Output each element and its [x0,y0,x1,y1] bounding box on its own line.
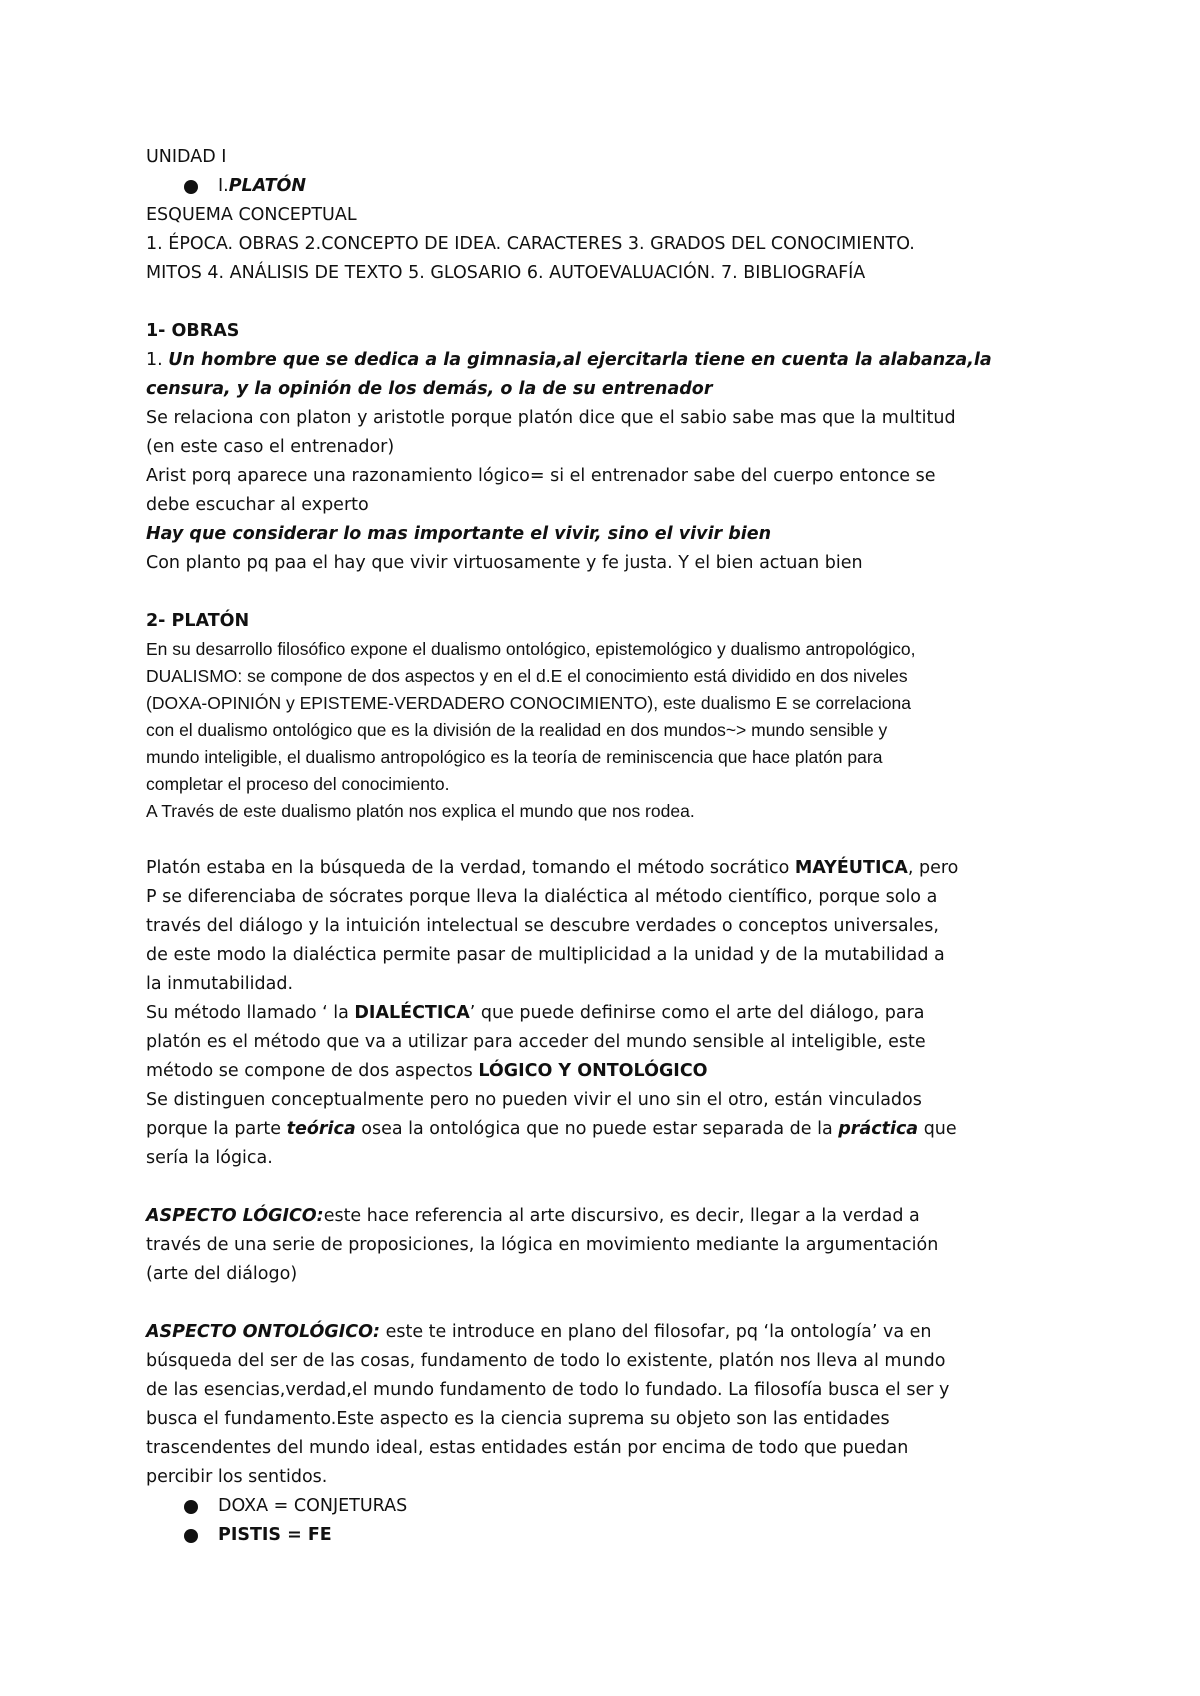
paragraph-line: completar el proceso del conocimiento. [146,774,450,794]
text-run: Platón estaba en la búsqueda de la verdad, tomando el método socrático [146,858,795,878]
aspect-label: ASPECTO ONTOLÓGICO: [146,1322,381,1342]
list-item [184,1521,1086,1550]
paragraph-line: Arist porq aparece una razonamiento lógico= si el entrenador sabe del cuerpo entonce se [146,466,936,486]
paragraph-line [146,1057,1086,1086]
paragraph-line: de este modo la dialéctica permite pasar de multiplicidad a la unidad y de la mutabilidad a [146,945,945,965]
paragraph-line: DUALISMO: se compone de dos aspectos y en el d.E el conocimiento está dividido en dos niveles [146,666,908,686]
paragraph-line [146,1318,1086,1347]
schema-line: 1. ÉPOCA. OBRAS 2.CONCEPTO DE IDEA. CARACTERES 3. GRADOS DEL CONOCIMIENTO. [146,234,915,254]
paragraph-line: En su desarrollo filosófico expone el dualismo ontológico, epistemológico y dualismo antropológico, [146,639,916,659]
paragraph-line: P se diferenciaba de sócrates porque lleva la dialéctica al método científico, porque solo a [146,887,938,907]
paragraph-line: mundo inteligible, el dualismo antropológico es la teoría de reminiscencia que hace platón para [146,747,883,767]
bold-term: LÓGICO Y ONTOLÓGICO [478,1061,708,1081]
paragraph-line [146,1202,1086,1231]
paragraph-line: Se distinguen conceptualmente pero no pueden vivir el uno sin el otro, están vinculados [146,1090,922,1110]
text-run: método se compone de dos aspectos [146,1061,479,1081]
bold-term: MAYÉUTICA [794,858,908,878]
paragraph-line: percibir los sentidos. [146,1467,328,1487]
paragraph-line: (DOXA-OPINIÓN y EPISTEME-VERDADERO CONOCIMIENTO), este dualismo E se correlaciona [146,693,911,713]
bold-term: práctica [838,1119,919,1139]
text-run: que [918,1119,957,1139]
section-heading-platon: 2- PLATÓN [146,611,250,631]
quote-text: Hay que considerar lo mas importante el vivir, sino el vivir bien [146,524,772,544]
paragraph-line: Con planto pq paa el hay que vivir virtuosamente y fe justa. Y el bien actuan bien [146,553,863,573]
schema-line: MITOS 4. ANÁLISIS DE TEXTO 5. GLOSARIO 6. AUTOEVALUACIÓN. 7. BIBLIOGRAFÍA [146,263,866,283]
chapter-number: I. [218,176,229,196]
paragraph-line: A Través de este dualismo platón nos explica el mundo que nos rodea. [146,801,695,821]
paragraph-line: debe escuchar al experto [146,495,369,515]
paragraph-line: trascendentes del mundo ideal, estas entidades están por encima de todo que puedan [146,1438,909,1458]
text-run: Su método llamado ‘ la [146,1003,355,1023]
paragraph-line: de las esencias,verdad,el mundo fundamento de todo lo fundado. La filosofía busca el ser y [146,1380,950,1400]
list-item [184,1492,1086,1521]
paragraph-line: la inmutabilidad. [146,974,294,994]
text-run: porque la parte [146,1119,287,1139]
bold-term: teórica [286,1119,356,1139]
unit-title: UNIDAD I [146,147,227,167]
paragraph-line: través de una serie de proposiciones, la lógica en movimiento mediante la argumentación [146,1235,939,1255]
paragraph-line [146,854,1086,883]
paragraph-line: través del diálogo y la intuición intelectual se descubre verdades o conceptos universales, [146,916,939,936]
paragraph-line: búsqueda del ser de las cosas, fundamento de todo lo existente, platón nos lleva al mundo [146,1351,946,1371]
list-item-text: PISTIS = FE [218,1525,332,1545]
bullet-icon [184,1529,198,1543]
bullet-icon [184,180,198,194]
text-run: este te introduce en plano del filosofar, pq ‘la ontología’ va en [380,1322,932,1342]
section-heading-obras: 1- OBRAS [146,321,240,341]
text-run: este hace referencia al arte discursivo, es decir, llegar a la verdad a [323,1206,920,1226]
chapter-bullet [184,172,1086,201]
quote-text: censura, y la opinión de los demás, o la de su entrenador [146,379,713,399]
bold-term: DIALÉCTICA [354,1003,470,1023]
quote-line [146,346,1086,375]
quote-number: 1. [146,350,169,370]
bullet-icon [184,1500,198,1514]
paragraph-line: Se relaciona con platon y aristotle porque platón dice que el sabio sabe mas que la multitud [146,408,956,428]
document-page [146,143,1086,1550]
paragraph-line: con el dualismo ontológico que es la división de la realidad en dos mundos~> mundo sensible y [146,720,888,740]
text-run: ’ que puede definirse como el arte del diálogo, para [469,1003,925,1023]
quote-text: Un hombre que se dedica a la gimnasia,al ejercitarla tiene en cuenta la alabanza,la [168,350,992,370]
dualism-paragraph [146,636,1086,825]
paragraph-line [146,1115,1086,1144]
paragraph-line: platón es el método que va a utilizar para acceder del mundo sensible al inteligible, este [146,1032,926,1052]
aspect-label: ASPECTO LÓGICO: [146,1206,324,1226]
list-item-text: DOXA = CONJETURAS [218,1496,408,1516]
paragraph-line: busca el fundamento.Este aspecto es la ciencia suprema su objeto son las entidades [146,1409,890,1429]
text-run: , pero [907,858,959,878]
schema-label: ESQUEMA CONCEPTUAL [146,205,357,225]
paragraph-line: (arte del diálogo) [146,1264,298,1284]
paragraph-line: sería la lógica. [146,1148,273,1168]
paragraph-line: (en este caso el entrenador) [146,437,395,457]
paragraph-line [146,999,1086,1028]
text-run: osea la ontológica que no puede estar separada de la [355,1119,839,1139]
chapter-title: PLATÓN [228,176,307,196]
